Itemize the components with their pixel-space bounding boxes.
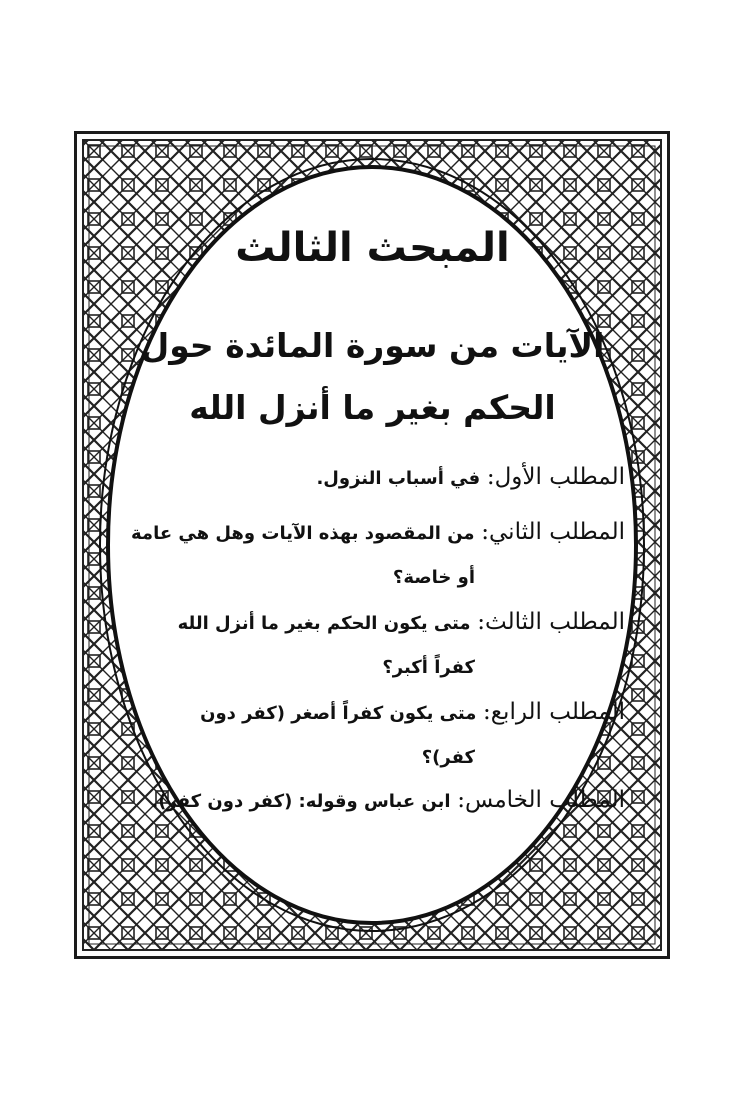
item-label: المطلب الأول: [486,464,625,490]
item-text: متى يكون الحكم بغير ما أنزل الله [177,613,471,634]
main-heading-line-1: الآيات من سورة المائدة حول [140,326,605,365]
main-heading [120,315,625,439]
item-text: من المقصود بهذه الآيات وهل هي عامة [131,523,475,544]
list-item [120,600,625,690]
item-text-continuation: أو خاصة؟ [392,567,475,588]
section-title: المبحث الثالث [235,225,510,271]
item-label: المطلب الثاني: [481,519,625,545]
item-text: ابن عباس وقوله: (كفر دون كفر). [151,791,451,812]
list-item [120,455,625,501]
item-text-continuation: كفراً أكبر؟ [382,657,475,678]
main-heading-line-2: الحكم بغير ما أنزل الله [189,388,556,427]
item-label: المطلب الخامس: [457,787,625,813]
list-item [120,778,625,824]
list-item [120,690,625,780]
item-label: المطلب الرابع: [483,699,625,725]
item-text: في أسباب النزول. [316,468,481,489]
item-text: متى يكون كفراً أصغر (كفر دون [200,703,477,724]
item-label: المطلب الثالث: [477,609,625,635]
list-item [120,510,625,600]
item-text-continuation: كفر)؟ [421,747,475,768]
